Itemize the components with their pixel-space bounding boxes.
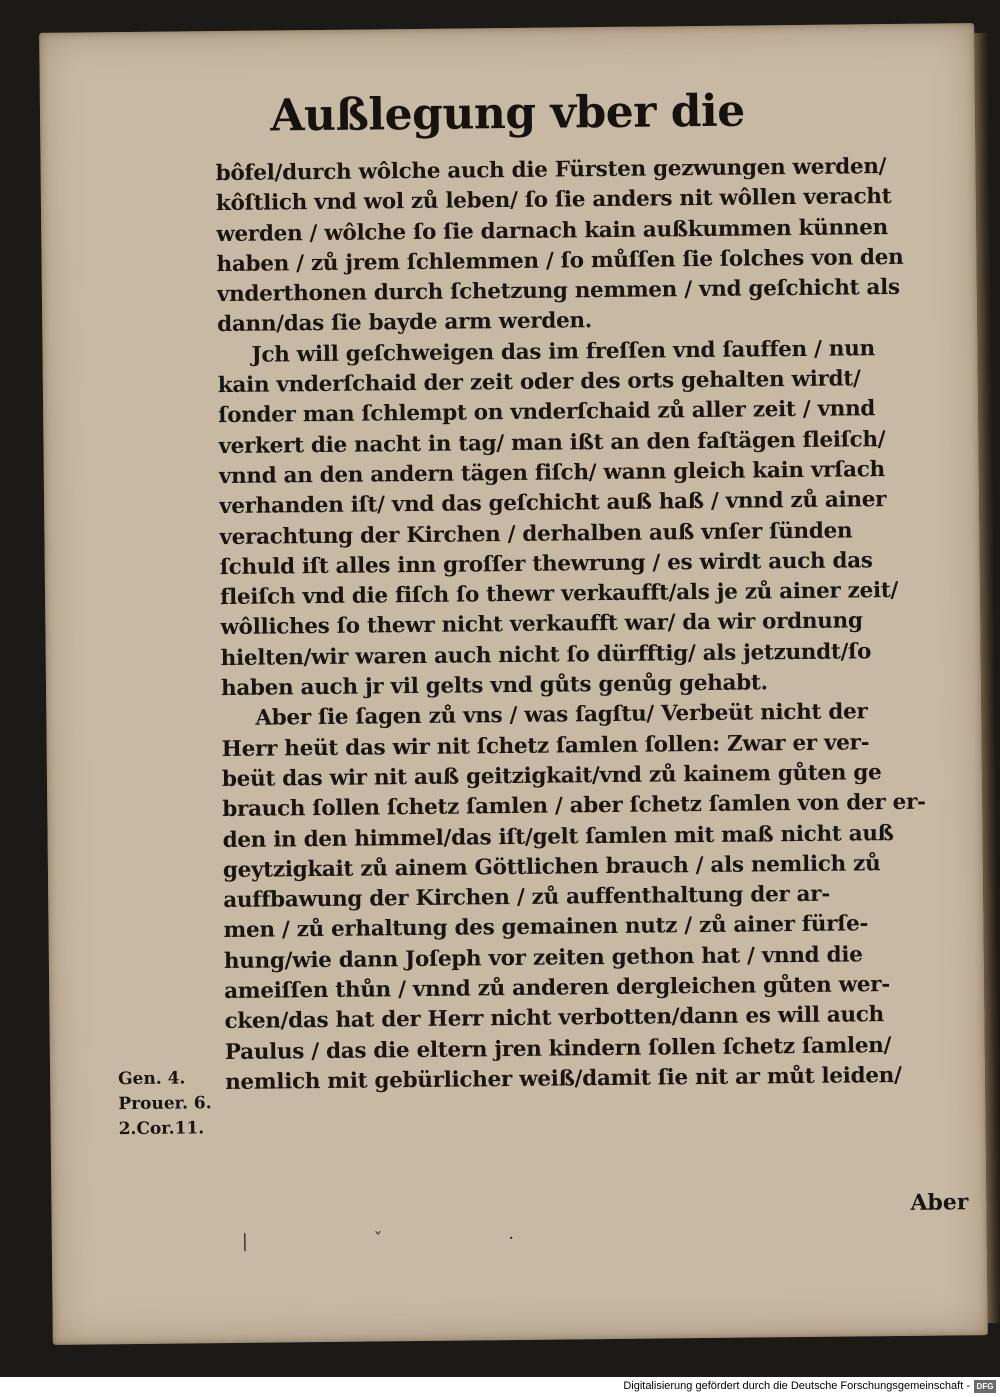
text-line: wôlliches ſo thewr nicht verkaufft war/ da wir ordnung: [220, 608, 863, 641]
margin-note: Prouer. 6.: [118, 1093, 212, 1115]
text-line: vnnd an den andern tägen fiſch/ wann gleich kain vrſach: [218, 457, 885, 490]
text-line: ſchuld iſt alles inn groſſer thewrung / es wirdt auch das: [219, 548, 873, 580]
page-heading: Außlegung vber die: [270, 85, 745, 142]
text-line: auffbawung der Kirchen / zů auffenthaltung der ar-: [223, 881, 831, 914]
body-text: [215, 151, 975, 1098]
margin-note: Gen. 4.: [118, 1068, 186, 1090]
text-line: verachtung der Kirchen / derhalben auß vnſer ſünden: [219, 518, 853, 550]
text-line: werden / wôlche ſo ſie darnach kain außkummen künnen: [216, 214, 889, 247]
text-line: Paulus / das die eltern jren kindern ſollen ſchetz ſamlen/: [224, 1032, 892, 1065]
text-line: vnderthonen durch ſchetzung nemmen / vnd geſchicht als: [216, 275, 900, 308]
text-line: hung/wie dann Joſeph vor zeiten gethon hat / vnnd die: [223, 942, 863, 974]
text-line: verhanden iſt/ vnd das geſchicht auß haß / vnnd zů ainer: [218, 487, 887, 520]
text-line: haben auch jr vil gelts vnd gůts genůg gehabt.: [220, 670, 768, 702]
catchword: Aber: [910, 1189, 969, 1216]
text-line: brauch ſollen ſchetz ſamlen / aber ſchetz ſamlen von der er-: [222, 789, 926, 823]
footer-bar: [0, 1377, 1000, 1397]
text-line: Aber ſie ſagen zů vns / was ſagſtu/ Verbeüt nicht der: [255, 699, 868, 732]
text-line: verkert die nacht in tag/ man ißt an den faſtägen fleiſch/: [218, 426, 886, 459]
text-line: beüt das wir nit auß geitzigkait/vnd zů kainem gůten ge: [221, 760, 882, 792]
text-line: fleiſch vnd die fiſch ſo thewr verkaufft/als je zů ainer zeit/: [219, 578, 899, 611]
text-line: ſonder man ſchlempt on vnderſchaid zů aller zeit / vnnd: [218, 396, 876, 429]
text-line: hielten/wir waren auch nicht ſo dürfftig/ als jetzundt/ſo: [220, 639, 872, 671]
scanned-page: [39, 23, 988, 1345]
margin-note: 2.Cor.11.: [118, 1118, 205, 1140]
page-edge-shadow: [974, 33, 1000, 1323]
text-line: den in den himmel/das iſt/gelt ſamlen mit maß nicht auß: [222, 820, 894, 853]
text-line: kain vnderſchaid der zeit oder des orts gehalten wirdt/: [217, 366, 861, 399]
text-line: Jch will geſchweigen das im freſſen vnd ſauffen / nun: [251, 335, 875, 368]
margin-notes: [118, 1066, 212, 1142]
footer-credit-text: Digitalisierung gefördert durch die Deutsche Forschungsgemeinschaft -: [623, 1380, 970, 1392]
text-line: ameiſſen thůn / vnnd zů anderen dergleichen gůten wer-: [224, 972, 891, 1005]
bottom-marks: | ˇ ·: [241, 1227, 575, 1252]
text-line: men / zů erhaltung des gemainen nutz / zů ainer fürſe-: [223, 911, 869, 944]
dfg-logo: DFG: [974, 1380, 996, 1393]
text-line: haben / zů jrem ſchlemmen / ſo můſſen ſie ſolches von den: [216, 244, 904, 277]
text-line: bôfel/durch wôlche auch die Fürsten gezwungen werden/: [215, 154, 887, 187]
text-line: cken/das hat der Herr nicht verbotten/dann es will auch: [224, 1002, 885, 1035]
text-line: dann/das ſie bayde arm werden.: [217, 308, 593, 338]
text-line: kôſtlich vnd wol zů leben/ ſo ſie anders nit wôllen veracht: [215, 184, 892, 217]
text-line: Herr heüt das wir nit ſchetz ſamlen ſollen: Zwar er ver-: [221, 729, 870, 762]
text-line: nemlich mit gebürlicher weiß/damit ſie nit ar můt leiden/: [225, 1062, 902, 1095]
text-line: geytzigkait zů ainem Göttlichen brauch / als nemlich zů: [222, 850, 881, 883]
